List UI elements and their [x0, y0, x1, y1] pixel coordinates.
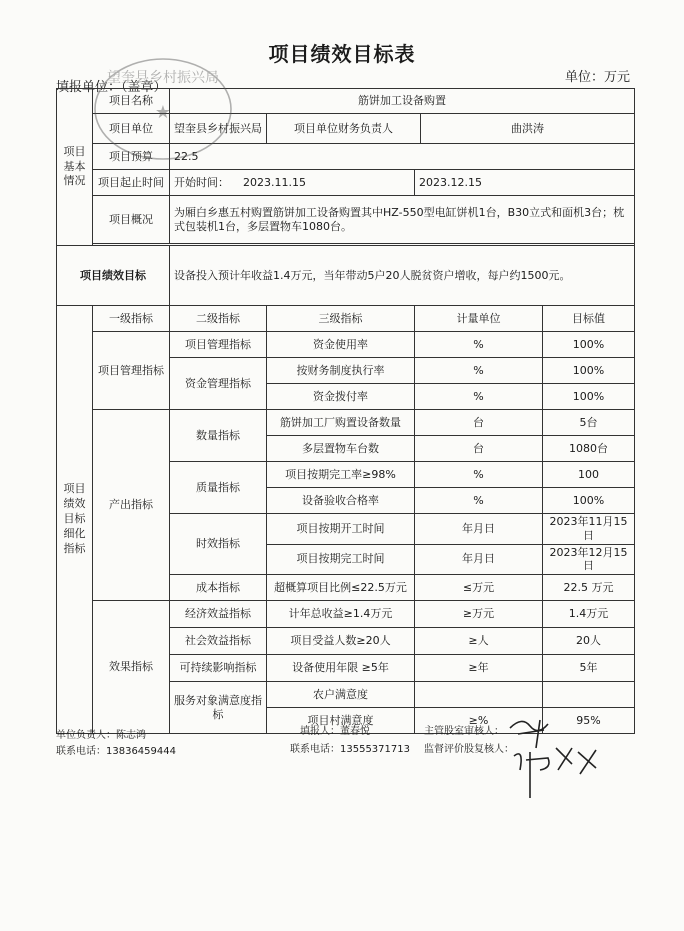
l2-time: 时效指标 [170, 514, 267, 575]
goal-label: 项目绩效目标 [57, 246, 170, 306]
l2-econ: 经济效益指标 [170, 601, 267, 628]
l3-cell: 计年总收益≥1.4万元 [267, 601, 415, 628]
l3-cell: 多层置物车台数 [267, 436, 415, 462]
project-unit: 望奎县乡村振兴局 [170, 114, 267, 144]
footer-phone1: 联系电话：13836459444 [56, 746, 176, 757]
l3-cell: 项目按期完工时间 [267, 544, 415, 575]
l2-cost: 成本指标 [170, 575, 267, 601]
unit-cell: % [415, 462, 543, 488]
target-cell: 100% [543, 488, 635, 514]
overview-text: 为厢白乡惠五村购置筋饼加工设备购置其中HZ-550型电缸饼机1台，B30立式和面机3台；枕式包装机1台，多层置物车1080台。 [170, 196, 635, 244]
header-l2: 二级指标 [170, 306, 267, 332]
unit-cell: ≥% [415, 708, 543, 734]
l1-effect: 效果指标 [93, 601, 170, 734]
footer-phone2: 联系电话：13555371713 [290, 744, 410, 755]
l1-output: 产出指标 [93, 410, 170, 601]
unit-cell-label: 项目单位 [93, 114, 170, 144]
target-cell: 22.5 万元 [543, 575, 635, 601]
header-l3: 三级指标 [267, 306, 415, 332]
goal-text: 设备投入预计年收益1.4万元，当年带动5户20人脱贫资户增收，每户约1500元。 [170, 246, 635, 306]
header-l1: 一级指标 [93, 306, 170, 332]
l3-cell: 设备使用年限 ≥5年 [267, 655, 415, 682]
footer-filler: 填报人：董春悦 [300, 726, 370, 737]
budget-value: 22.5 [170, 144, 635, 170]
footer-review1: 主管股室审核人： [424, 726, 504, 737]
signature [500, 708, 610, 803]
l3-cell: 按财务制度执行率 [267, 358, 415, 384]
finance-person: 曲洪涛 [421, 114, 635, 144]
l1-mgmt: 项目管理指标 [93, 332, 170, 410]
unit-cell [415, 682, 543, 708]
unit-cell: 年月日 [415, 544, 543, 575]
target-cell: 100% [543, 384, 635, 410]
unit-cell: % [415, 358, 543, 384]
l3-cell: 资金使用率 [267, 332, 415, 358]
target-cell: 100% [543, 358, 635, 384]
l3-cell: 设备验收合格率 [267, 488, 415, 514]
l2-social: 社会效益指标 [170, 628, 267, 655]
unit-cell: 台 [415, 436, 543, 462]
target-cell: 2023年12月15日 [543, 544, 635, 575]
svg-text:★: ★ [154, 102, 172, 123]
target-cell: 20人 [543, 628, 635, 655]
unit-label: 单位：万元 [564, 70, 630, 85]
footer-head: 单位负责人：陈志鸿 [56, 730, 146, 741]
budget-label: 项目预算 [93, 144, 170, 170]
unit-cell: ≥万元 [415, 601, 543, 628]
l3-cell: 超概算项目比例≤22.5万元 [267, 575, 415, 601]
l3-cell: 项目按期开工时间 [267, 514, 415, 545]
footer-review2: 监督评价股复核人： [424, 744, 514, 755]
target-cell: 95% [543, 708, 635, 734]
stamp-text: 望奎县乡村振兴局 [107, 70, 219, 86]
unit-cell: 台 [415, 410, 543, 436]
target-cell [543, 682, 635, 708]
start-date: 2023.11.15 [243, 175, 306, 189]
target-cell: 1.4万元 [543, 601, 635, 628]
target-cell: 100 [543, 462, 635, 488]
page-title: 项目绩效目标表 [268, 42, 416, 66]
official-stamp [88, 54, 238, 164]
unit-cell: % [415, 384, 543, 410]
target-cell: 1080台 [543, 436, 635, 462]
unit-cell: 年月日 [415, 514, 543, 545]
l3-cell: 项目受益人数≥20人 [267, 628, 415, 655]
l3-cell: 资金拨付率 [267, 384, 415, 410]
start-cell [170, 170, 415, 196]
end-date: 2023.12.15 [415, 170, 635, 196]
unit-cell: ≥人 [415, 628, 543, 655]
l3-cell: 农户满意度 [267, 682, 415, 708]
target-cell: 5台 [543, 410, 635, 436]
l3-cell: 项目村满意度 [267, 708, 415, 734]
filler-label: 填报单位：（盖章） [56, 80, 167, 95]
finance-label: 项目单位财务负责人 [267, 114, 421, 144]
basic-section-label: 项目基本情况 [57, 89, 93, 246]
l2-sustain: 可持续影响指标 [170, 655, 267, 682]
header-unit: 计量单位 [415, 306, 543, 332]
l2-proj-mgmt: 项目管理指标 [170, 332, 267, 358]
performance-table [56, 88, 635, 734]
start-label: 开始时间： [174, 175, 229, 189]
unit-cell: % [415, 488, 543, 514]
period-label: 项目起止时间 [93, 170, 170, 196]
l2-service: 服务对象满意度指标 [170, 682, 267, 734]
l3-cell: 项目按期完工率≥98% [267, 462, 415, 488]
overview-label: 项目概况 [93, 196, 170, 244]
detail-section-label: 项目绩效目标细化指标 [57, 306, 93, 734]
unit-cell: ≥年 [415, 655, 543, 682]
unit-cell: % [415, 332, 543, 358]
target-cell: 100% [543, 332, 635, 358]
unit-cell: ≤万元 [415, 575, 543, 601]
header-target: 目标值 [543, 306, 635, 332]
l2-qty: 数量指标 [170, 410, 267, 462]
project-name: 筋饼加工设备购置 [170, 89, 635, 114]
name-label: 项目名称 [93, 89, 170, 114]
target-cell: 5年 [543, 655, 635, 682]
l3-cell: 筋饼加工厂购置设备数量 [267, 410, 415, 436]
l2-fund-mgmt: 资金管理指标 [170, 358, 267, 410]
target-cell: 2023年11月15日 [543, 514, 635, 545]
l2-quality: 质量指标 [170, 462, 267, 514]
